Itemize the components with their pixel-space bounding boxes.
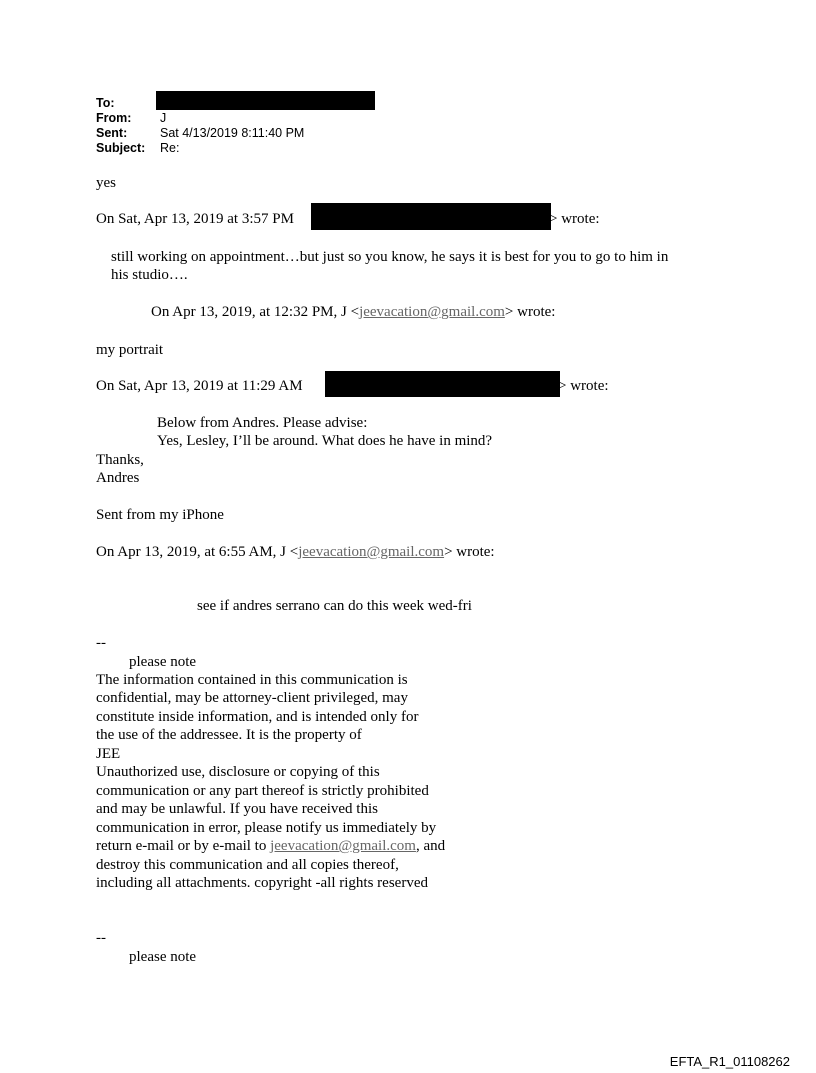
disclaimer-email-link[interactable]: jeevacation@gmail.com [270, 838, 416, 854]
disclaimer-line: constitute inside information, and is intended only for [96, 709, 419, 725]
disclaimer-line: and may be unlawful. If you have received this [96, 801, 378, 817]
disclaimer-line: communication in error, please notify us immediately by [96, 820, 437, 836]
redacted-sender-2 [325, 371, 560, 397]
quote3-prefix: On Sat, Apr 13, 2019 at 11:29 AM [96, 378, 303, 394]
quote1-prefix: On Sat, Apr 13, 2019 at 3:57 PM [96, 211, 294, 227]
sent-from-text: Sent from my iPhone [96, 507, 224, 523]
subject-value: Re: [160, 141, 180, 155]
quote2-suffix: > wrote: [504, 304, 556, 320]
message3-line2: Yes, Lesley, I’ll be around. What does he have in mind? [157, 433, 493, 449]
disclaimer-email-suffix: , and [415, 838, 446, 854]
quote4-prefix: On Apr 13, 2019, at 6:55 AM, J < [96, 544, 299, 560]
message4-text: see if andres serrano can do this week wed-fri [197, 598, 472, 614]
quote4-email-link[interactable]: jeevacation@gmail.com [298, 544, 445, 560]
message1-line1: still working on appointment…but just so you know, he says it is best for you to go to him in [111, 249, 669, 265]
from-label: From: [96, 111, 132, 125]
disclaimer-line: The information contained in this communication is [96, 672, 408, 688]
signature-dash-2: -- [96, 930, 106, 946]
disclaimer-email-line [96, 837, 445, 855]
disclaimer-email-prefix: return e-mail or by e-mail to [96, 838, 271, 854]
quote3-suffix: > wrote: [558, 378, 609, 394]
subject-label: Subject: [96, 141, 146, 155]
please-note-2: please note [129, 949, 197, 965]
disclaimer-line: the use of the addressee. It is the property of [96, 727, 362, 743]
redacted-recipient [156, 91, 375, 110]
quote4-line [96, 543, 495, 561]
signoff-text: Andres [96, 470, 140, 486]
quote2-prefix: On Apr 13, 2019, at 12:32 PM, J < [151, 304, 360, 320]
quote4-suffix: > wrote: [444, 544, 495, 560]
message3-line1: Below from Andres. Please advise: [157, 415, 368, 431]
signature-dash: -- [96, 635, 106, 651]
from-value: J [160, 111, 167, 125]
disclaimer-line: including all attachments. copyright -all rights reserved [96, 875, 428, 891]
thanks-text: Thanks, [96, 452, 144, 468]
disclaimer-line: communication or any part thereof is strictly prohibited [96, 783, 429, 799]
sent-value: Sat 4/13/2019 8:11:40 PM [160, 126, 305, 140]
sent-label: Sent: [96, 126, 128, 140]
please-note: please note [129, 654, 197, 670]
message1-line2: his studio…. [111, 267, 188, 283]
to-label: To: [96, 96, 115, 110]
disclaimer-line: Unauthorized use, disclosure or copying of this [96, 764, 380, 780]
disclaimer-line: JEE [96, 746, 121, 762]
document-id: EFTA_R1_01108262 [669, 1054, 790, 1069]
disclaimer-line: destroy this communication and all copies thereof, [96, 857, 399, 873]
quote1-suffix: > wrote: [549, 211, 600, 227]
quote2-line [151, 303, 555, 321]
message2-text: my portrait [96, 342, 164, 358]
quote2-email-link[interactable]: jeevacation@gmail.com [359, 304, 505, 320]
redacted-sender-1 [311, 203, 551, 230]
disclaimer-line: confidential, may be attorney-client privileged, may [96, 690, 408, 706]
reply-text: yes [96, 175, 116, 191]
